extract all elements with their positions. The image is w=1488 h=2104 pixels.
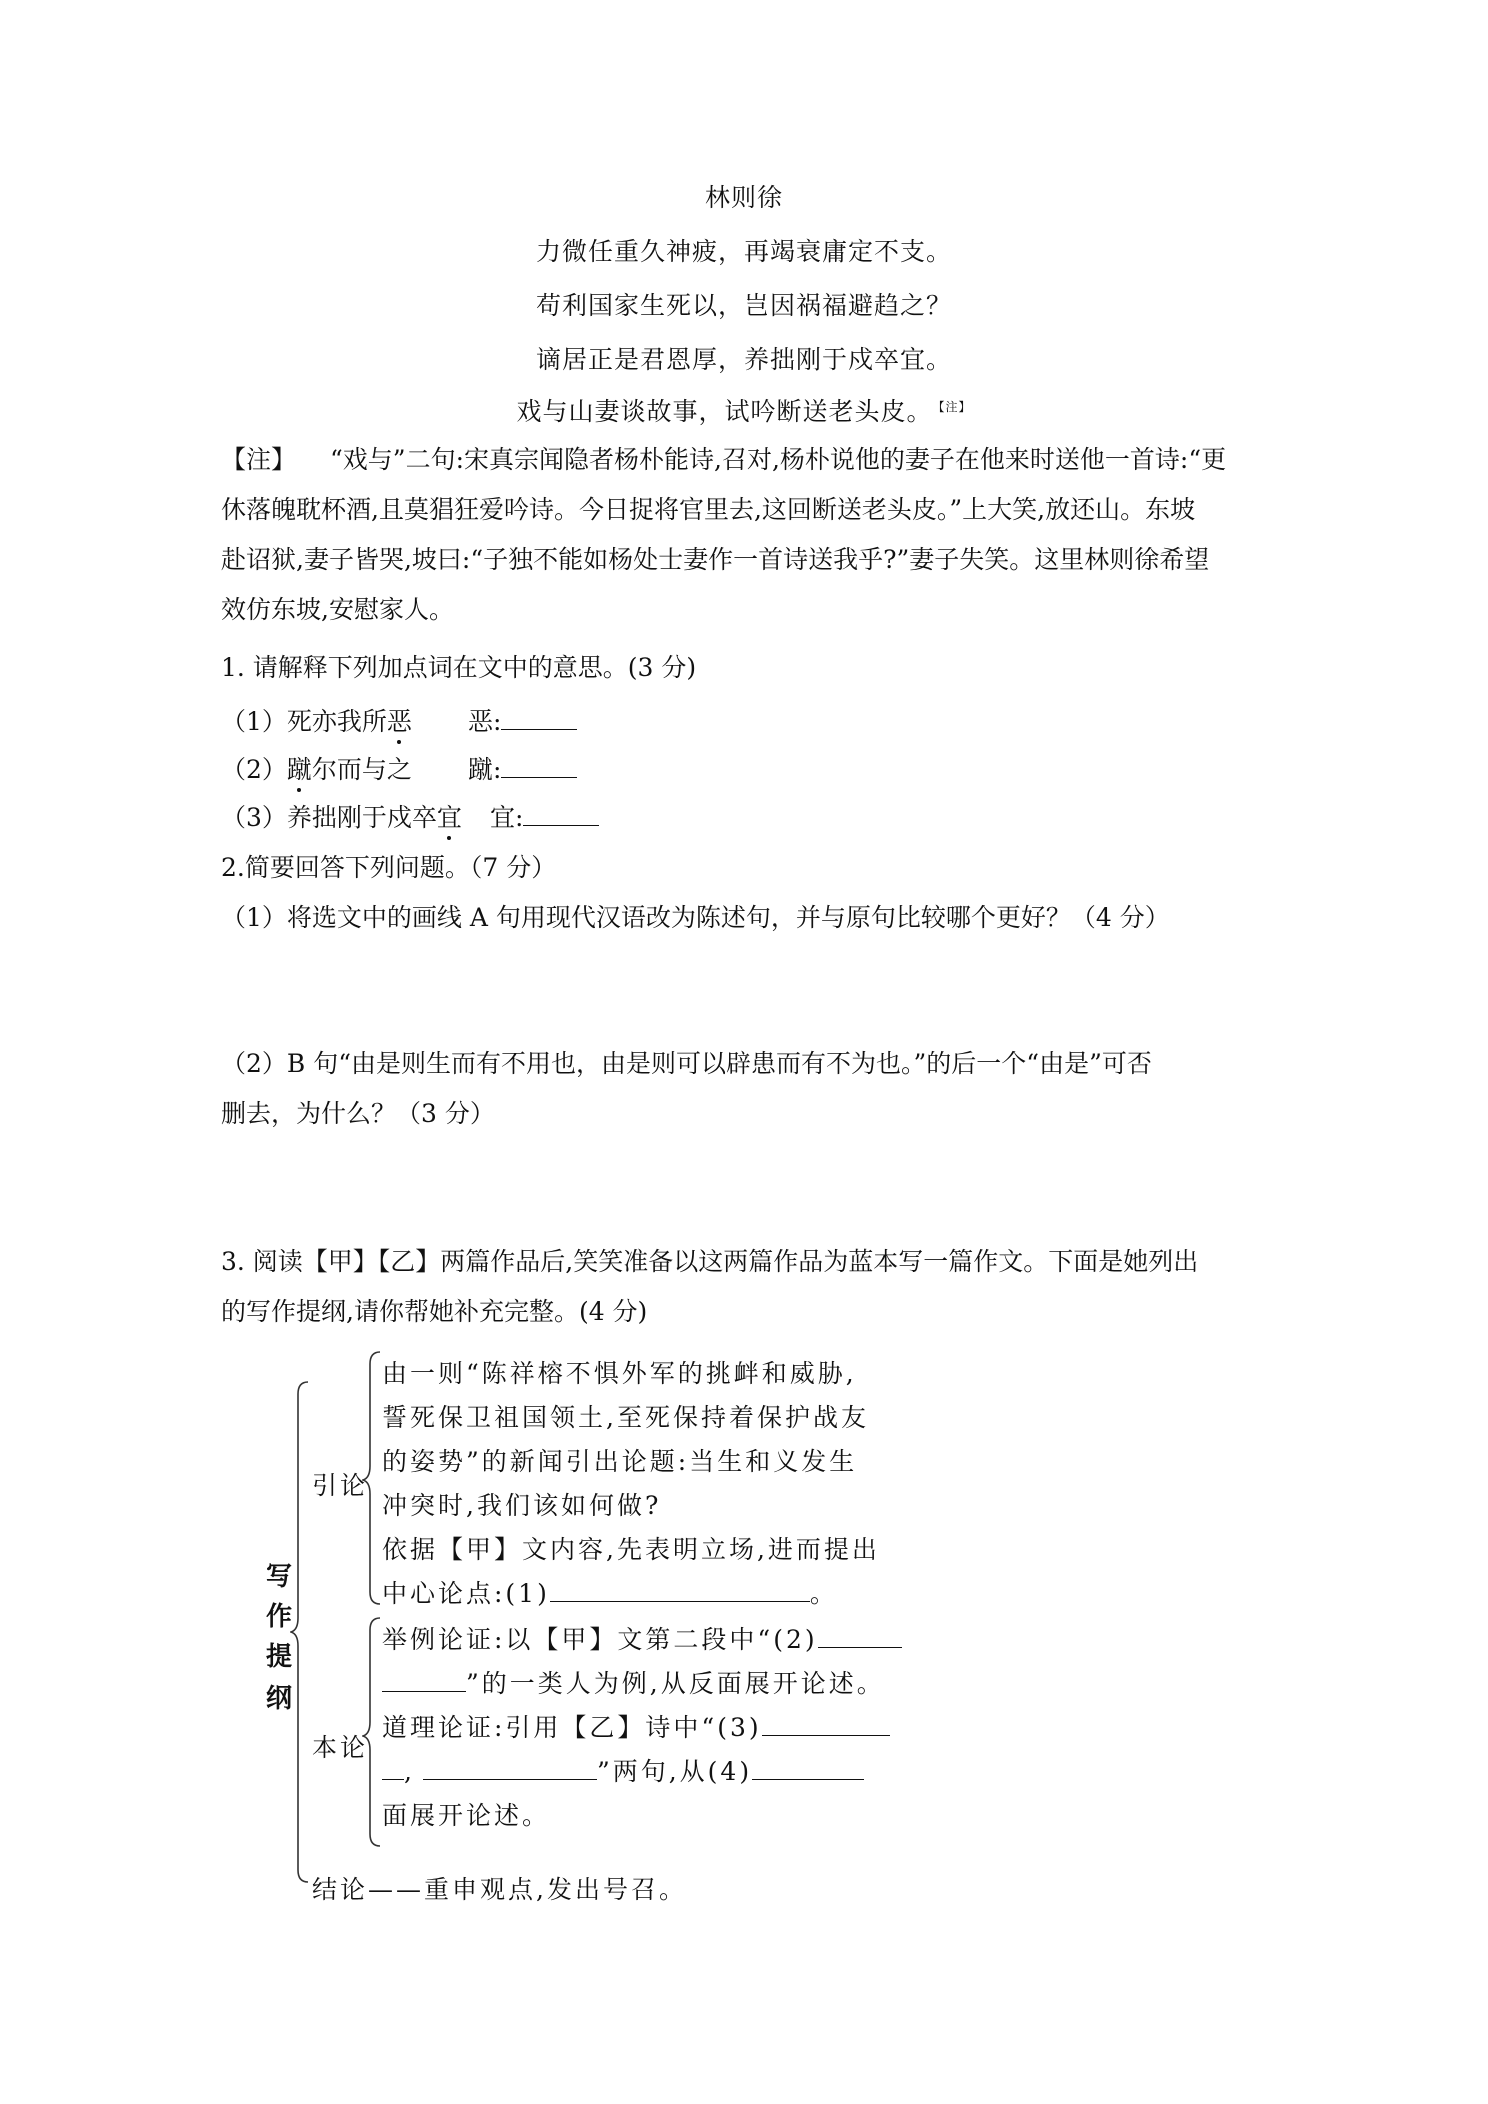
outline-title-char-4: 纲 [266,1684,293,1714]
outline-conclusion: 结论——重申观点,发出号召。 [312,1875,687,1904]
outline-intro-line-5: 依据【甲】文内容,先表明立场,进而提出 [382,1535,880,1564]
outline-body-line-1 [382,1620,902,1656]
poem-line-4-wrap [0,392,1488,428]
q1-item-2-num: （2） [221,755,287,784]
outline-intro-line-4: 冲突时,我们该如何做? [382,1491,662,1520]
q1-item-3 [221,798,599,834]
outline-body-line-5: 面展开论述。 [382,1801,551,1830]
poem-line-1: 力微任重久神疲，再竭衰庸定不支。 [535,237,952,266]
blank-3b[interactable] [382,1755,404,1780]
outline-intro-label: 引论 [312,1471,369,1500]
q1-item-3-dotted-word: 宜 [436,803,462,832]
outline-main-brace [290,1380,310,1890]
blank-2a[interactable] [818,1623,902,1648]
outline-intro-brace [362,1350,382,1608]
outline-intro-line-3: 的姿势”的新闻引出论题:当生和义发生 [382,1447,858,1476]
q1-item-3-text: 养拙刚于戍卒 [286,803,437,832]
outline-body-label: 本论 [312,1733,369,1762]
q1-item-2-dotted-word: 蹴 [286,755,312,784]
outline-intro-line-1: 由一则“陈祥榕不惧外军的挑衅和威胁, [382,1359,857,1388]
q1-item-1 [221,702,577,738]
q1-item-2-key: 蹴: [467,755,502,784]
q1-item-3-key: 宜: [489,803,524,832]
q3-line2: 的写作提纲,请你帮她补充完整。(4 分) [221,1297,648,1326]
q1-item-2 [221,750,577,786]
poem-line-4: 戏与山妻谈故事，试吟断送老头皮。 [516,397,933,426]
note-line-4: 效仿东坡,安慰家人。 [221,595,454,624]
q2-sub2-line2: 删去，为什么？（3 分） [221,1099,495,1128]
outline-body-l1-prefix: 举例论证:以【甲】文第二段中“(2) [382,1625,818,1654]
outline-intro-last-prefix: 中心论点:(1) [382,1579,550,1608]
poem-line-2: 苟利国家生死以，岂因祸福避趋之？ [535,291,952,320]
poem-author: 林则徐 [704,183,783,212]
poem-line-3: 谪居正是君恩厚，养拙刚于戍卒宜。 [535,345,952,374]
blank-3a[interactable] [762,1711,890,1736]
q2-sub2-line1: （2）B 句“由是则生而有不用也，由是则可以辟患而有不为也。”的后一个“由是”可否 [221,1049,1152,1078]
q1-item-2-text: 尔而与之 [311,755,412,784]
outline-title-char-3: 提 [266,1642,293,1672]
q1-item-1-num: （1） [221,707,287,736]
outline-body-line-2 [382,1664,885,1700]
outline-intro-line-6 [382,1574,838,1610]
outline-title-char-1: 写 [266,1562,293,1592]
q1-item-3-num: （3） [221,803,287,832]
blank-2b[interactable] [382,1667,466,1692]
note-line-2: 休落魄耽杯酒,且莫猖狂爱吟诗。今日捉将官里去,这回断送老头皮。”上大笑,放还山。东坡 [221,495,1196,524]
outline-body-l4-mid: ”两句,从(4) [596,1757,753,1786]
outline-body-l3-prefix: 道理论证:引用【乙】诗中“(3) [382,1713,762,1742]
outline-body-l2-suffix: ”的一类人为例,从反面展开论述。 [466,1669,885,1698]
q2-stem: 2.简要回答下列问题。（7 分） [221,853,557,882]
outline-intro-last-suffix: 。 [809,1579,838,1608]
q1-item-1-blank[interactable] [501,705,577,730]
note-label: 【注】 [221,445,297,474]
poem-note-marker: 【注】 [938,399,972,414]
q1-item-3-blank[interactable] [523,801,599,826]
outline-intro-line-2: 誓死保卫祖国领土,至死保持着保护战友 [382,1403,869,1432]
outline-body-line-4 [382,1752,864,1788]
q1-stem: 1. 请解释下列加点词在文中的意思。(3 分) [221,653,697,682]
q2-sub1: （1）将选文中的画线 A 句用现代汉语改为陈述句，并与原句比较哪个更好？（4 分） [221,903,1170,932]
outline-body-line-3 [382,1708,890,1744]
q1-item-2-blank[interactable] [501,753,577,778]
outline-body-brace [362,1616,382,1850]
blank-4[interactable] [752,1755,864,1780]
q3-line1: 3. 阅读【甲】【乙】两篇作品后,笑笑准备以这两篇作品为蓝本写一篇作文。下面是她列出 [221,1247,1199,1276]
q1-item-1-dotted-word: 恶 [386,707,412,736]
q1-item-1-key: 恶: [467,707,502,736]
blank-3c[interactable] [423,1755,597,1780]
note-line-1-wrap [221,440,1226,476]
blank-1[interactable] [550,1577,810,1602]
note-line-3: 赴诏狱,妻子皆哭,坡曰:“子独不能如杨处士妻作一首诗送我乎?”妻子失笑。这里林则徐希望 [221,545,1210,574]
q1-item-1-text: 死亦我所 [286,707,387,736]
outline-body-l4-comma: , [404,1757,415,1786]
note-line-1: “戏与”二句:宋真宗闻隐者杨朴能诗,召对,杨朴说他的妻子在他来时送他一首诗:“更 [330,445,1227,474]
outline-title-char-2: 作 [266,1602,293,1632]
